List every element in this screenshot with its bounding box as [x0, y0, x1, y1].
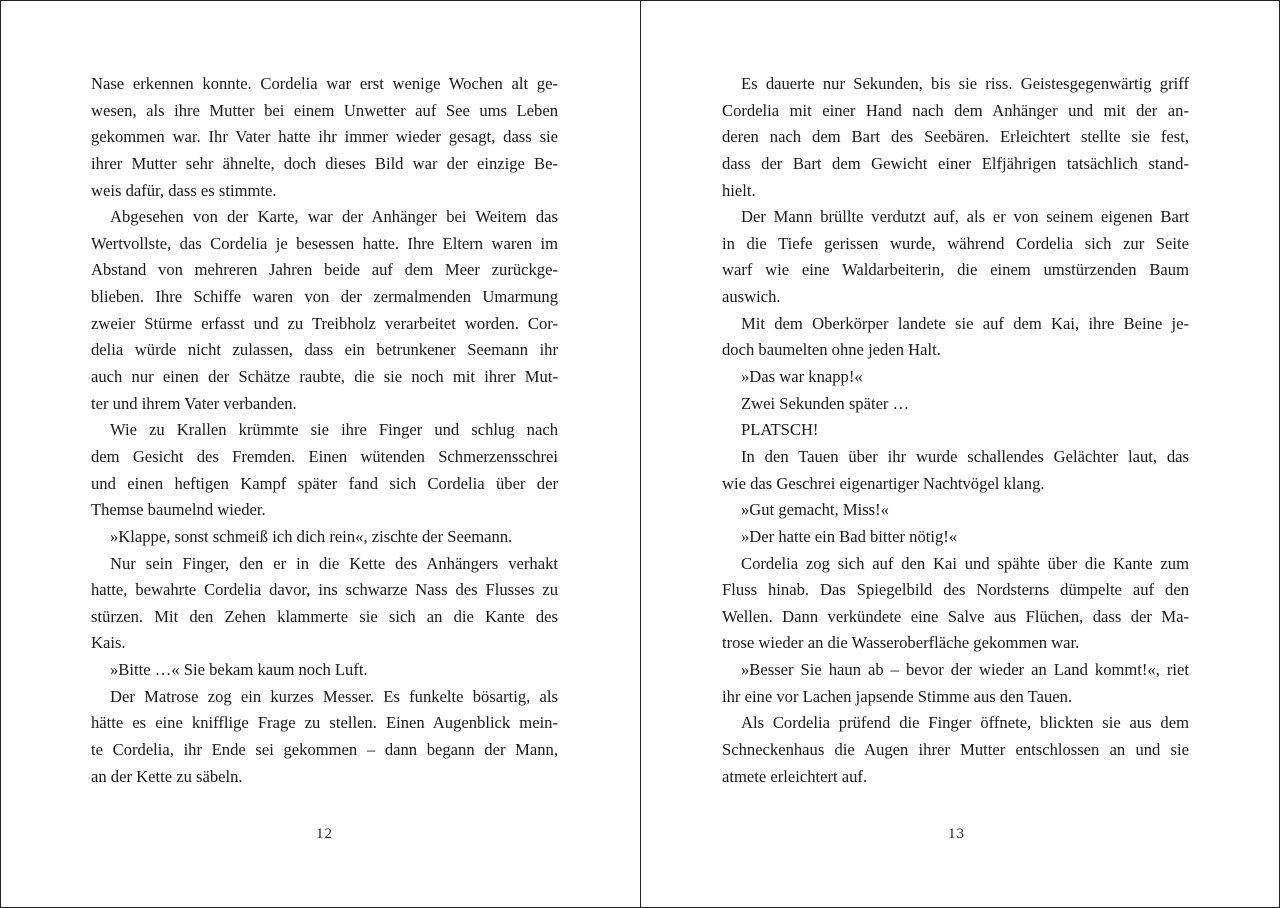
text-line: »Der hatte ein Bad bitter nötig!«	[741, 526, 958, 546]
text-line: atmete erleichtert auf.	[722, 766, 868, 786]
text-line: zweier Stürme erfasst und zu Treibholz verarbeitet worden. Cor-	[91, 313, 558, 333]
text-line: In den Tauen über ihr wurde schallendes Gelächter laut, das	[741, 446, 1189, 466]
text-line: auch nur einen der Schätze raubte, die sie noch mit ihrer Mut-	[91, 367, 558, 387]
text-line: stürzen. Mit den Zehen klammerte sie sich an die Kante des	[91, 606, 558, 626]
text-line: »Gut gemacht, Miss!«	[741, 500, 889, 520]
text-line: ter und ihrem Vater verbanden.	[91, 393, 297, 413]
paragraph	[91, 551, 558, 658]
paragraph	[91, 204, 558, 417]
text-line: Abstand von mehreren Jahren beide auf dem Meer zurückge-	[91, 260, 558, 280]
text-line: an der Kette zu säbeln.	[91, 766, 243, 786]
paragraph	[722, 417, 1189, 444]
text-line: dass der Bart dem Gewicht einer Elfjährigen tatsächlich stand-	[722, 153, 1189, 173]
paragraph	[91, 417, 558, 524]
text-line: wesen, als ihre Mutter bei einem Unwetter auf See ums Leben	[91, 100, 558, 120]
text-line: Wertvollste, das Cordelia je besessen hatte. Ihre Eltern waren im	[91, 233, 558, 253]
right-page-body	[722, 71, 1189, 790]
text-line: Fluss hinab. Das Spiegelbild des Nordsterns dümpelte auf den	[722, 580, 1189, 600]
text-line: Der Matrose zog ein kurzes Messer. Es funkelte bösartig, als	[110, 686, 558, 706]
text-line: weis dafür, dass es stimmte.	[91, 180, 277, 200]
paragraph	[722, 364, 1189, 391]
page-gutter-divider	[640, 0, 641, 908]
text-line: hätte es eine knifflige Frage zu stellen. Einen Augenblick mein-	[91, 713, 558, 733]
text-line: Mit dem Oberkörper landete sie auf dem Kai, ihre Beine je-	[741, 313, 1189, 333]
text-line: trose wieder an die Wasseroberfläche gekommen war.	[722, 633, 1080, 653]
text-line: hielt.	[722, 180, 756, 200]
text-line: warf wie eine Waldarbeiterin, die einem umstürzenden Baum	[722, 260, 1189, 280]
paragraph	[91, 684, 558, 791]
paragraph	[722, 391, 1189, 418]
text-line: Schneckenhaus die Augen ihrer Mutter entschlossen an und sie	[722, 740, 1189, 760]
text-line: Cordelia mit einer Hand nach dem Anhänger und mit der an-	[722, 100, 1189, 120]
text-line: Wie zu Krallen krümmte sie ihre Finger und schlug nach	[110, 420, 558, 440]
text-line: Nase erkennen konnte. Cordelia war erst wenige Wochen alt ge-	[91, 74, 558, 93]
paragraph	[722, 524, 1189, 551]
paragraph	[91, 71, 558, 204]
page-number-left: 12	[316, 826, 333, 842]
text-line: Wellen. Dann verkündete eine Salve aus Flüchen, dass der Ma-	[722, 606, 1189, 626]
text-line: auswich.	[722, 287, 781, 307]
text-line: Der Mann brüllte verdutzt auf, als er von seinem eigenen Bart	[741, 207, 1189, 227]
paragraph	[91, 524, 558, 551]
text-line: »Bitte …« Sie bekam kaum noch Luft.	[110, 660, 368, 680]
text-line: Themse baumelnd wieder.	[91, 500, 266, 520]
text-line: in die Tiefe gerissen wurde, während Cordelia sich zur Seite	[722, 233, 1189, 253]
text-line: »Besser Sie haun ab – bevor der wieder an Land kommt!«, riet	[741, 660, 1189, 680]
text-line: Nur sein Finger, den er in die Kette des Anhängers verhakt	[110, 553, 558, 573]
text-line: »Das war knapp!«	[741, 367, 863, 387]
text-line: hatte, bewahrte Cordelia davor, ins schwarze Nass des Flusses zu	[91, 580, 558, 600]
left-page-body	[91, 71, 558, 790]
paragraph	[722, 71, 1189, 204]
text-line: blieben. Ihre Schiffe waren von der zermalmenden Umarmung	[91, 287, 558, 307]
text-line: te Cordelia, ihr Ende sei gekommen – dann begann der Mann,	[91, 740, 558, 760]
paragraph	[722, 551, 1189, 658]
text-line: delia würde nicht zulassen, dass ein betrunkener Seemann ihr	[91, 340, 558, 360]
paragraph	[722, 204, 1189, 311]
paragraph	[722, 657, 1189, 710]
paragraph	[722, 311, 1189, 364]
text-line: doch baumelten ohne jeden Halt.	[722, 340, 941, 360]
text-line: Es dauerte nur Sekunden, bis sie riss. Geistesgegenwärtig griff	[741, 74, 1189, 93]
text-line: Als Cordelia prüfend die Finger öffnete, blickten sie aus dem	[741, 713, 1189, 733]
text-line: gekommen war. Ihr Vater hatte ihr immer wieder gesagt, dass sie	[91, 127, 558, 147]
text-line: und einen heftigen Kampf später fand sich Cordelia über der	[91, 473, 558, 493]
paragraph	[722, 710, 1189, 790]
text-line: PLATSCH!	[741, 420, 819, 440]
text-line: dem Gesicht des Fremden. Einen wütenden Schmerzensschrei	[91, 446, 558, 466]
text-line: Kais.	[91, 633, 126, 653]
text-line: wie das Geschrei eigenartiger Nachtvögel klang.	[722, 473, 1045, 493]
text-line: ihrer Mutter sehr ähnelte, doch dieses Bild war der einzige Be-	[91, 153, 558, 173]
text-line: Cordelia zog sich auf den Kai und spähte über die Kante zum	[741, 553, 1189, 573]
text-line: »Klappe, sonst schmeiß ich dich rein«, zischte der Seemann.	[110, 526, 513, 546]
page-number-right: 13	[948, 826, 965, 842]
text-line: Zwei Sekunden später …	[741, 393, 910, 413]
text-line: deren nach dem Bart des Seebären. Erleichtert stellte sie fest,	[722, 127, 1189, 147]
paragraph	[722, 497, 1189, 524]
text-line: ihr eine vor Lachen japsende Stimme aus den Tauen.	[722, 686, 1073, 706]
paragraph	[91, 657, 558, 684]
paragraph	[722, 444, 1189, 497]
text-line: Abgesehen von der Karte, war der Anhänger bei Weitem das	[110, 207, 558, 227]
